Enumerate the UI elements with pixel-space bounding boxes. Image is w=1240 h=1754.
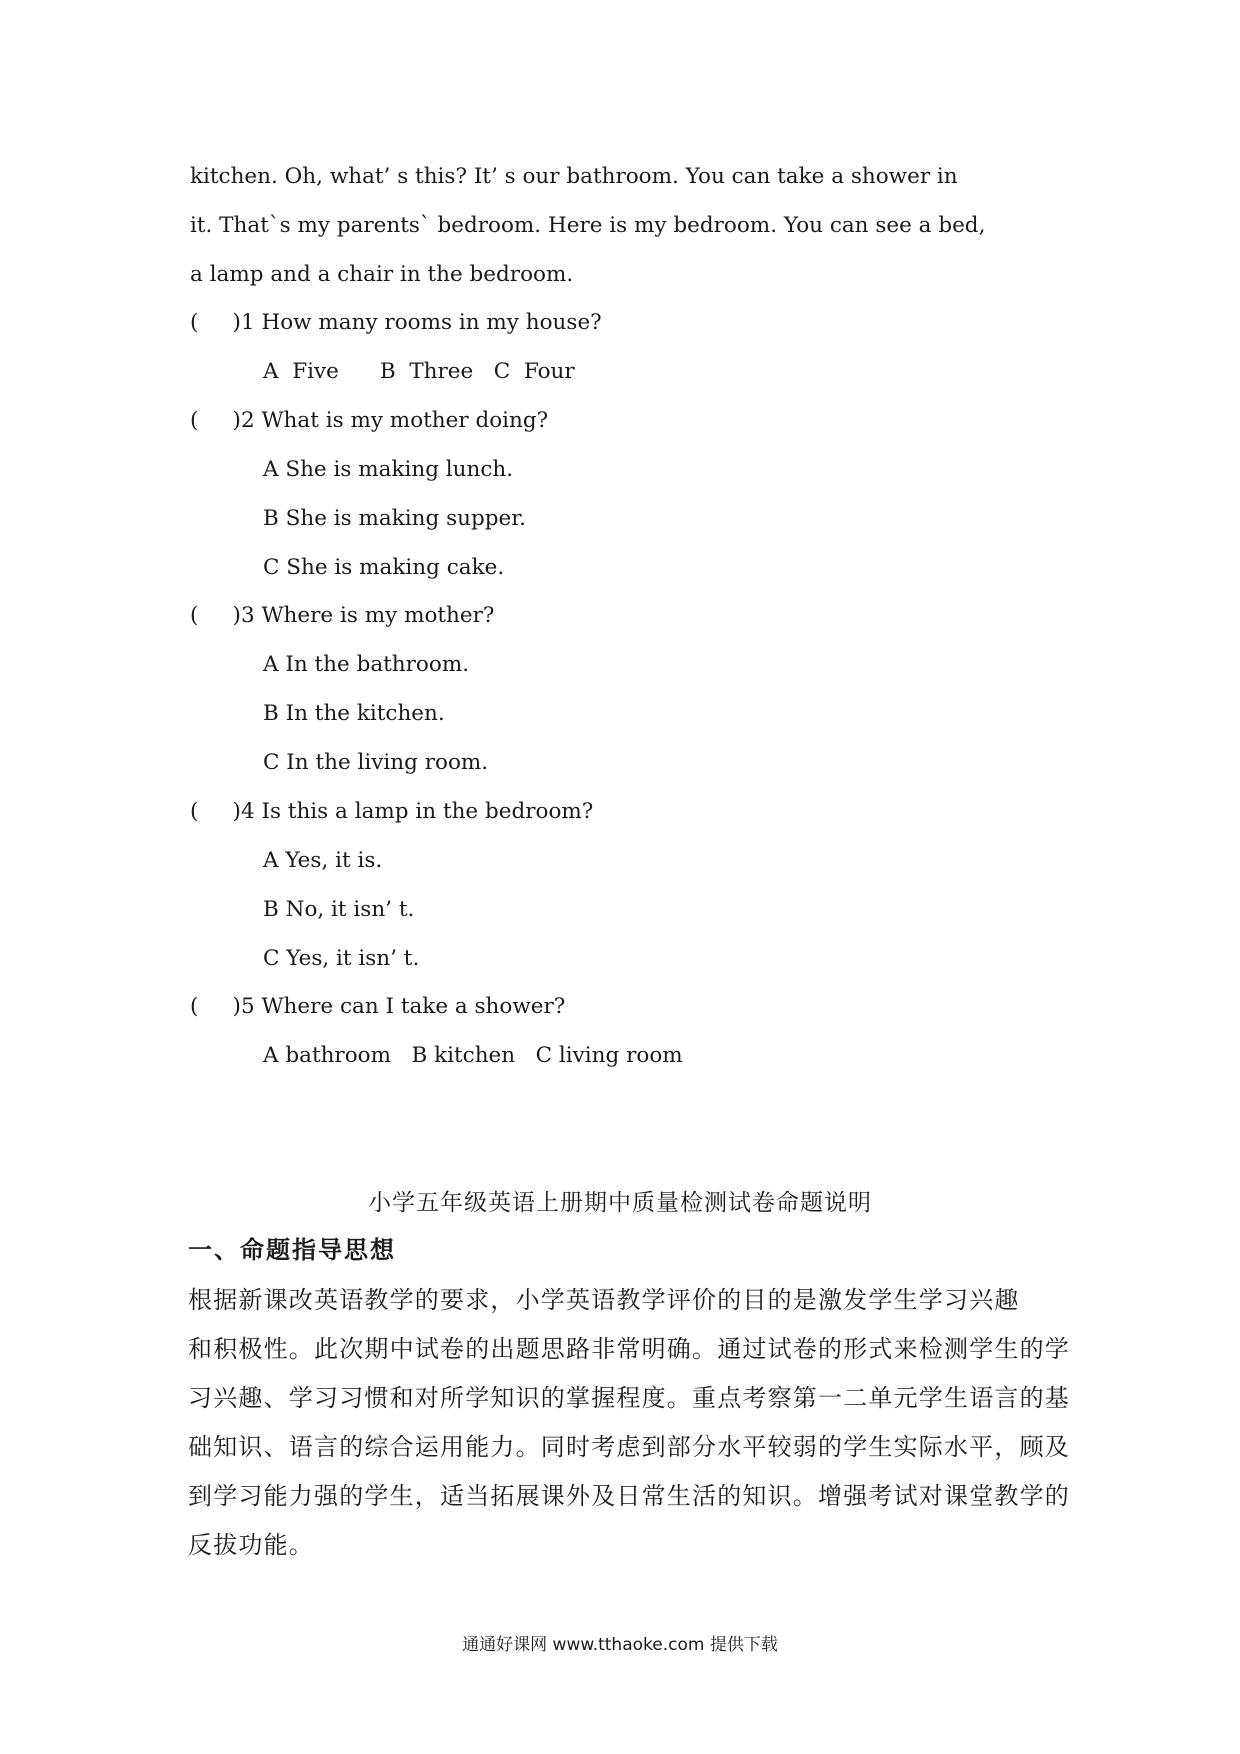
section-heading: 一、命题指导思想	[188, 1236, 396, 1264]
explanation-line: 到学习能力强的学生，适当拓展课外及日常生活的知识。增强考试对课堂教学的	[188, 1482, 1070, 1510]
question-4-stem: ( )4 Is this a lamp in the bedroom?	[190, 799, 594, 824]
explanation-line: 和积极性。此次期中试卷的出题思路非常明确。通过试卷的形式来检测学生的学	[188, 1335, 1070, 1363]
question-2-option-a: A She is making lunch.	[263, 457, 514, 482]
passage-line: kitchen. Oh, what’ s this? It’ s our bathroom. You can take a shower in	[190, 164, 958, 189]
question-1-stem: ( )1 How many rooms in my house?	[190, 310, 602, 335]
explanation-body	[188, 1276, 1070, 1570]
question-3-option-a: A In the bathroom.	[263, 652, 470, 677]
question-2-stem: ( )2 What is my mother doing?	[190, 408, 549, 433]
question-2-option-c: C She is making cake.	[263, 555, 505, 580]
question-5-options: A bathroom B kitchen C living room	[263, 1043, 683, 1068]
question-4-option-a: A Yes, it is.	[263, 848, 383, 873]
passage-line: a lamp and a chair in the bedroom.	[190, 261, 574, 287]
explanation-line: 习兴趣、学习习惯和对所学知识的掌握程度。重点考察第一二单元学生语言的基	[188, 1384, 1070, 1412]
passage-line: it. That`s my parents` bedroom. Here is my bedroom. You can see a bed,	[190, 212, 986, 238]
question-4-option-c: C Yes, it isn’ t.	[263, 946, 420, 971]
question-3-option-b: B In the kitchen.	[263, 701, 445, 726]
page-footer: 通通好课网 www.tthaoke.com 提供下载	[462, 1635, 778, 1655]
question-1-options: A Five B Three C Four	[263, 359, 575, 384]
explanation-line: 础知识、语言的综合运用能力。同时考虑到部分水平较弱的学生实际水平，顾及	[188, 1433, 1070, 1461]
section-title: 小学五年级英语上册期中质量检测试卷命题说明	[368, 1190, 872, 1216]
reading-passage	[190, 153, 1060, 299]
question-2-option-b: B She is making supper.	[263, 506, 526, 531]
question-5-stem: ( )5 Where can I take a shower?	[190, 994, 566, 1019]
question-3-option-c: C In the living room.	[263, 750, 489, 775]
explanation-line: 反拔功能。	[188, 1531, 314, 1559]
question-4-option-b: B No, it isn’ t.	[263, 897, 415, 922]
explanation-line: 根据新课改英语教学的要求，小学英语教学评价的目的是激发学生学习兴趣	[188, 1286, 1020, 1314]
question-3-stem: ( )3 Where is my mother?	[190, 603, 495, 628]
